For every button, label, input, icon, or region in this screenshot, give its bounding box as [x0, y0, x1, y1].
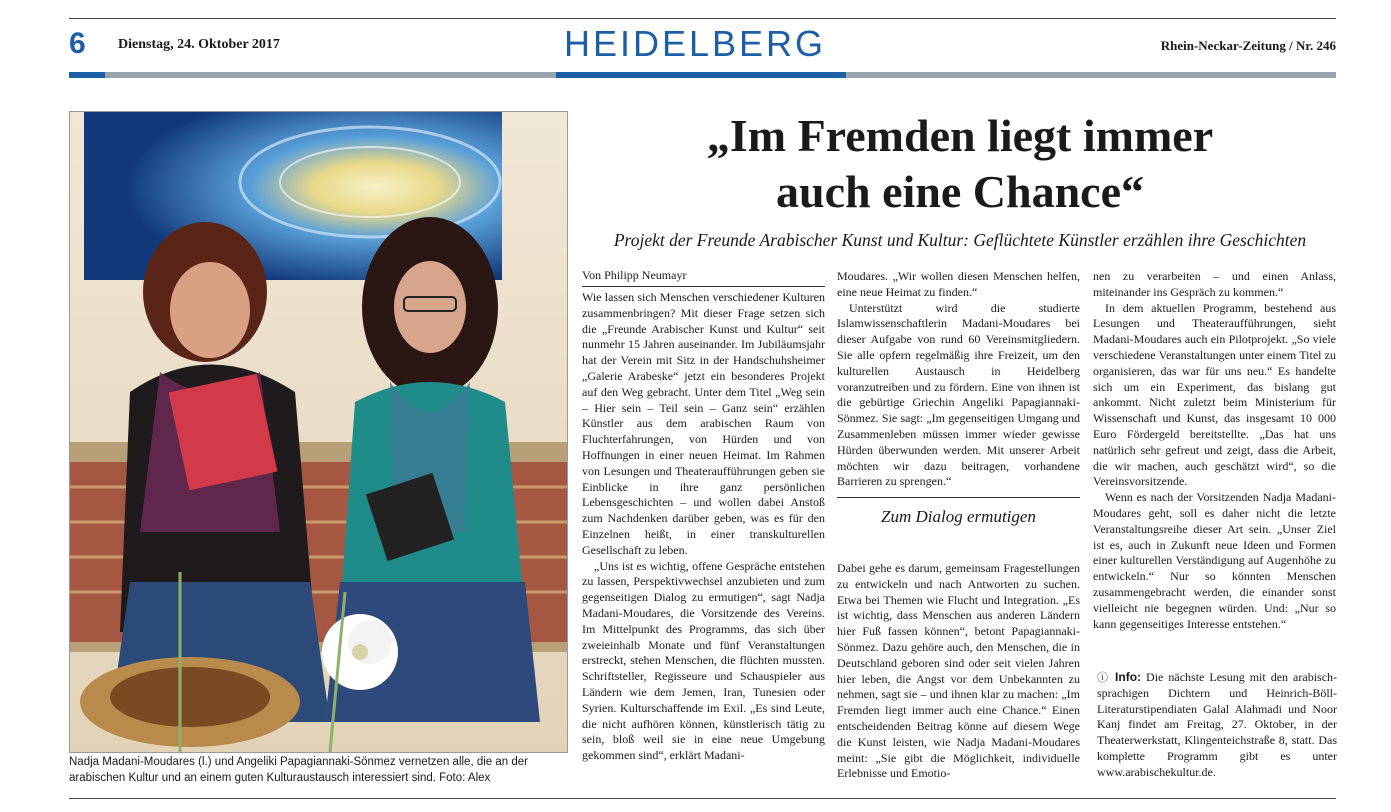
article-photo — [69, 111, 568, 753]
text-column-3 — [1093, 269, 1336, 632]
top-rule — [69, 18, 1336, 19]
paragraph: Wenn es nach der Vorsitzenden Nadja Madani-Moudares geht, soll es daher nicht die letzte Veranstaltungsreihe dieser Art sein. „Unser Ziel ist es, auch in Zukunft neue Ideen und Formen einer kulturellen Verständigung auf Augenhöhe zu entwickeln.“ Nur so könnten Menschen zusammengebracht werden, die einander sonst vielleicht nie begegnen würden. Und: „Nur so kann gegenseitiges Interesse entstehen.“ — [1093, 490, 1336, 631]
paragraph: Wie lassen sich Menschen verschiedener Kulturen zusammenbringen? Mit dieser Frage setzen sich die „Freunde Arabischer Kunst und Kultur“ seit nunmehr 15 Jahren auseinander. Im Jubiläumsjahr hat der Verein mit Sitz in der Handschuhsheimer „Galerie Arabeske“ jetzt ein besonderes Projekt auf den Weg gebracht. Unter dem Titel „Weg sein – Hier sein – Teil sein – Ganz sein“ erzählen Künstler aus dem arabischen Raum von Fluchterfahrungen, von Hürden und von Hoffnungen in einer neuen Heimat. Im Rahmen von Lesungen und Theateraufführungen geben sie Einblicke in ihre ganz persönlichen Lebensgeschichten – und wollen dabei Anstoß zum Nachdenken darüber geben, was es für den Einzelnen heißt, in einer transkulturellen Gesellschaft zu leben. — [582, 290, 825, 557]
paragraph: „Uns ist es wichtig, offene Gespräche entstehen zu lassen, Perspektivwechsel anzubieten und zum gegenseitigen Dialog zu ermutigen“, sagt Nadja Madani-Moudares, die Vorsitzende des Vereins. Im Mittelpunkt des Programms, das sich über zweieinhalb Monate und fünf Veranstaltungen erstreckt, stehen Menschen, die flüchten mussten. Schriftsteller, Regisseure und Schauspieler aus Ländern wie dem Jemen, Iran, Tunesien oder Syrien. Kulturschaffende im Exil. „Es sind Leute, die nicht aufhören können, künstlerisch tätig zu sein, bloß weil sie in eine neue Umgebung gekommen sind“, erklärt Madani- — [582, 558, 825, 763]
info-label: Info: — [1115, 670, 1142, 684]
headline-line-1: „Im Fremden liegt immer — [706, 110, 1214, 161]
text-column-2 — [837, 269, 1080, 490]
article-subheadline: Projekt der Freunde Arabischer Kunst und Kultur: Geflüchtete Künstler erzählen ihre Geschichten — [613, 230, 1307, 250]
info-box — [1097, 670, 1337, 781]
paragraph: Dabei gehe es darum, gemeinsam Fragestellungen zu entwickeln und nach Antworten zu suchen. Etwa bei Themen wie Flucht und Integration. „Es ist wichtig, dass Menschen aus anderen Ländern hier Fuß fassen können“, betont Papagiannaki-Sönmez. Dazu gehöre auch, den Menschen, die in Deutschland geboren sind oder seit vielen Jahren hier leben, die Angst vor dem Unbekannten zu nehmen, sagt sie – und ihnen klar zu machen: „Im Fremden liegt immer auch eine Chance.“ Einen entscheidenden Beitrag könne auf diesem Wege die Kunst leisten, wie Nadja Madani-Moudares meint: „Sie gibt die Möglichkeit, individuelle Erlebnisse und Emotio- — [837, 561, 1080, 781]
paragraph: Unterstützt wird die studierte Islamwissenschaftlerin Madani-Moudares bei dieser Aufgabe von rund 60 Vereinsmitgliedern. Sie alle opfern regelmäßig ihre Freizeit, um den kulturellen Austausch in Heidelberg voranzutreiben und zu fördern. Eine von ihnen ist die gebürtige Griechin Angeliki Papagiannaki-Sönmez. Sie sagt: „Im gegenseitigen Umgang und Zusammenleben müssen immer wieder gewisse Hürden überwunden werden. Mit unserer Arbeit möchten wir dazu beitragen, vorhandene Barrieren zu sprengen.“ — [837, 300, 1080, 489]
section-title: HEIDELBERG — [563, 23, 827, 64]
text-column-1 — [582, 290, 825, 764]
photo-caption: Nadja Madani-Moudares (l.) und Angeliki Papagiannaki-Sönmez vernetzen alle, die an der arabischen Kultur und an einem guten Kulturaustausch interessiert sind. Foto: Alex — [69, 756, 528, 784]
masthead-bar-accent-left — [69, 72, 105, 78]
bottom-rule — [69, 798, 1336, 799]
page-number: 6 — [69, 27, 86, 60]
interhead: Zum Dialog ermutigen — [881, 507, 1036, 526]
byline: Von Philipp Neumayr — [582, 268, 825, 287]
paragraph: In dem aktuellen Programm, bestehend aus Lesungen und Theateraufführungen, sieht Madani-Moudares auch ein Pilotprojekt. „So viele verschiedene Veranstaltungen unter einem Titel zu organisieren, das war für uns neu.“ Es handelte sich um ein Experiment, das bislang gut ankommt. Nicht zuletzt beim Ministerium für Wissenschaft und Kunst, das insgesamt 10 000 Euro Fördergeld bereitstellte. „Das hat uns natürlich sehr gefreut und zeigt, dass die Arbeit, die wir machen, auch geschätzt wird“, so die Vereinsvorsitzende. — [1093, 300, 1336, 489]
issue-date: Dienstag, 24. Oktober 2017 — [118, 37, 280, 52]
interhead-rule — [837, 497, 1080, 498]
paragraph: Moudares. „Wir wollen diesen Menschen helfen, eine neue Heimat zu finden.“ — [837, 269, 1080, 299]
info-text: Die nächste Lesung mit den arabisch-sprachigen Dichtern und Heinrich-Böll-Literaturstipendiaten Galal Alahmadi und Noor Kanj findet am Freitag, 27. Oktober, in der Theaterwerkstatt, Klingenteichstraße 8, statt. Das komplette Programm gibt es unter www.arabischekultur.de. — [1097, 670, 1338, 779]
interhead-block — [837, 497, 1080, 528]
paper-name: Rhein-Neckar-Zeitung / Nr. 246 — [1160, 38, 1336, 53]
article-headline — [585, 108, 1335, 220]
masthead-bar-accent-center — [556, 72, 846, 78]
text-column-2-continued — [837, 561, 1080, 782]
paragraph: nen zu verarbeiten – und einen Anlass, miteinander ins Gespräch zu kommen.“ — [1093, 269, 1336, 299]
headline-line-2: auch eine Chance“ — [776, 166, 1144, 217]
info-icon: ⓘ — [1097, 671, 1111, 684]
